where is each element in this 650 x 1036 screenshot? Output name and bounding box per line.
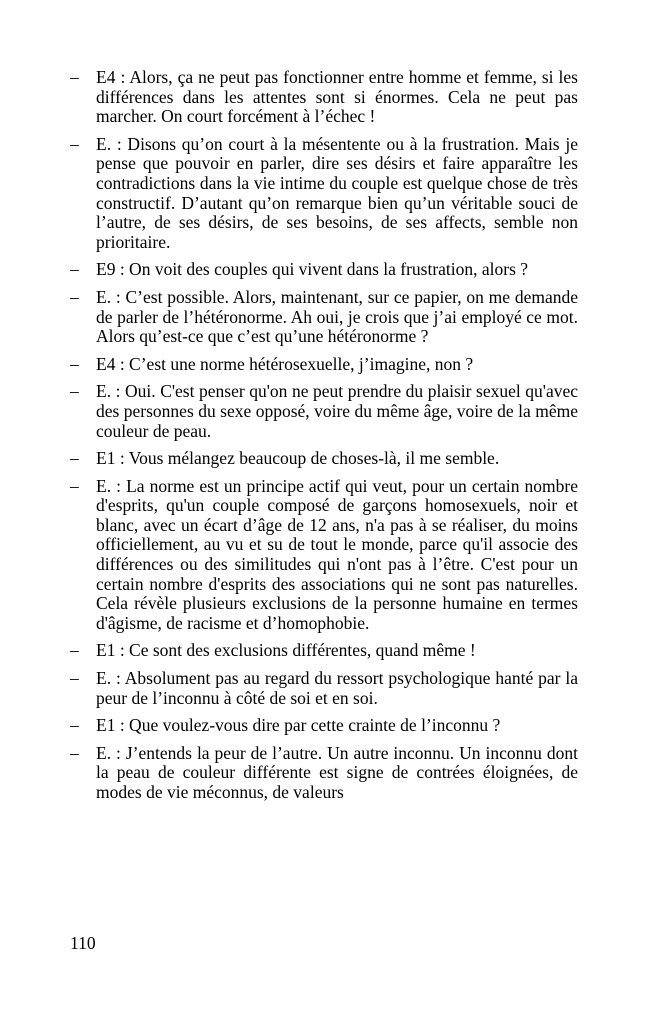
list-dash: – xyxy=(70,715,79,736)
dialogue-entry xyxy=(70,68,578,127)
list-dash: – xyxy=(70,286,79,307)
dialogue-entry xyxy=(70,744,578,803)
entry-text: E4 : Alors, ça ne peut pas fonctionner entre homme et femme, si les différences dans les attentes sont si énormes. Cela ne peut pas marcher. On court forcément à l’échec ! xyxy=(96,67,578,127)
list-dash: – xyxy=(70,640,79,661)
page-body xyxy=(70,68,578,811)
dialogue-entry xyxy=(70,669,578,708)
dialogue-entry xyxy=(70,355,578,375)
entry-text: E. : J’entends la peur de l’autre. Un autre inconnu. Un inconnu dont la peau de couleur différente est signe de contrées éloignées, de modes de vie méconnus, de valeurs xyxy=(96,742,578,802)
list-dash: – xyxy=(70,668,79,689)
dialogue-entry xyxy=(70,288,578,347)
list-dash: – xyxy=(70,742,79,763)
dialogue-entry xyxy=(70,449,578,469)
entry-text: E4 : C’est une norme hétérosexuelle, j’imagine, non ? xyxy=(96,353,474,374)
entry-text: E1 : Que voulez-vous dire par cette crainte de l’inconnu ? xyxy=(96,715,501,736)
dialogue-entry xyxy=(70,260,578,280)
entry-text: E. : Absolument pas au regard du ressort psychologique hanté par la peur de l’inconnu à côté de soi et en soi. xyxy=(96,668,578,708)
list-dash: – xyxy=(70,259,79,280)
dialogue-entry xyxy=(70,477,578,634)
dialogue-entry xyxy=(70,382,578,441)
list-dash: – xyxy=(70,381,79,402)
list-dash: – xyxy=(70,133,79,154)
entry-text: E. : Oui. C'est penser qu'on ne peut prendre du plaisir sexuel qu'avec des personnes du sexe opposé, voire du même âge, voire de la même couleur de peau. xyxy=(96,381,578,441)
list-dash: – xyxy=(70,67,79,87)
entry-text: E. : La norme est un principe actif qui veut, pour un certain nombre d'esprits, qu'un couple composé de garçons homosexuels, noir et blanc, avec un écart d’âge de 12 ans, n'a pas à se réaliser, du moins officiellement, au vu et su de tout le monde, parce qu'il associe des différences ou des similitudes qui n'ont pas à l’être. C'est pour un certain nombre d'esprits des associations qui ne sont pas naturelles. Cela révèle plusieurs exclusions de la personne humaine en termes d'âgisme, de racisme et d’homophobie. xyxy=(96,475,578,633)
list-dash: – xyxy=(70,475,79,496)
entry-text: E. : C’est possible. Alors, maintenant, sur ce papier, on me demande de parler de l’hétéronorme. Ah oui, je crois que j’ai employé ce mot. Alors qu’est-ce que c’est qu’une hétéronorme ? xyxy=(96,286,578,347)
dialogue-entry xyxy=(70,716,578,736)
entry-text: E9 : On voit des couples qui vivent dans la frustration, alors ? xyxy=(96,259,529,280)
dialogue-entry xyxy=(70,135,578,253)
entry-text: E1 : Vous mélangez beaucoup de choses-là, il me semble. xyxy=(96,448,500,469)
page-number: 110 xyxy=(70,933,96,953)
entry-text: E1 : Ce sont des exclusions différentes, quand même ! xyxy=(96,640,476,661)
list-dash: – xyxy=(70,353,79,374)
list-dash: – xyxy=(70,448,79,469)
entry-text: E. : Disons qu’on court à la mésentente ou à la frustration. Mais je pense que pouvoir en parler, dire ses désirs et faire apparaître les contradictions dans la vie intime du couple est quelque chose de très constructif. D’autant qu’on remarque bien qu’un véritable souci de l’autre, de ses désirs, de ses besoins, de ses affects, semble non prioritaire. xyxy=(96,133,578,252)
dialogue-entry xyxy=(70,641,578,661)
